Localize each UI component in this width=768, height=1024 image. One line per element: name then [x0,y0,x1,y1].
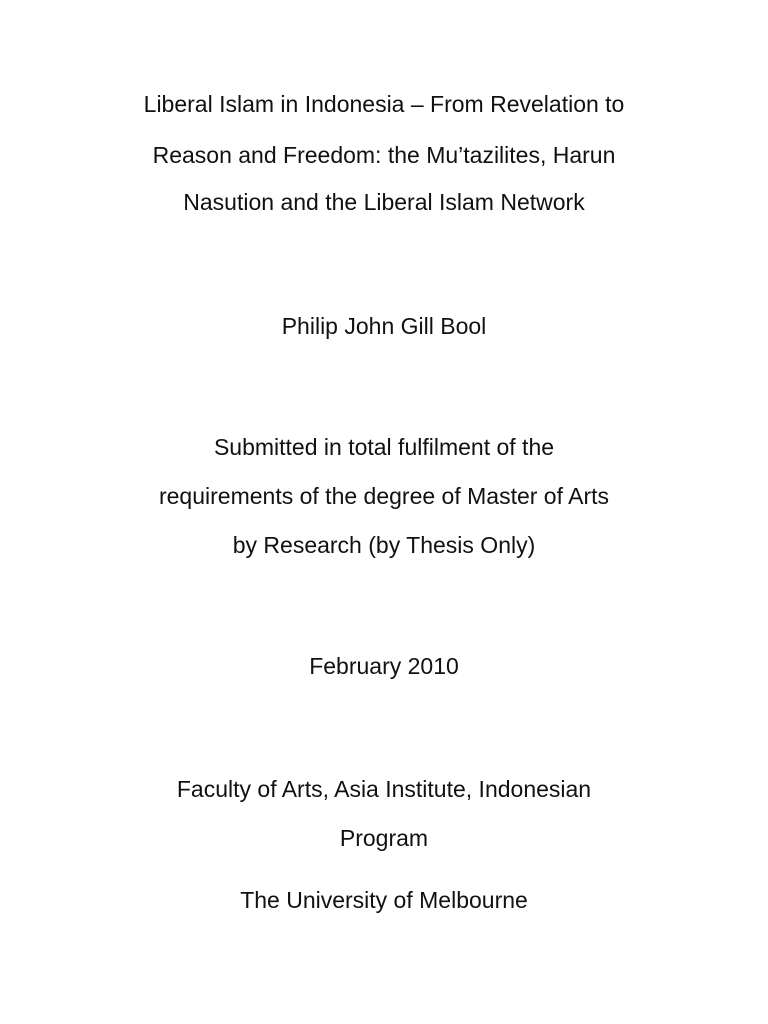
submission-statement-line-2: requirements of the degree of Master of Arts [158,483,609,509]
submission-statement-line-1: Submitted in total fulfilment of the [213,434,555,460]
thesis-title-line-3: Nasution and the Liberal Islam Network [183,189,585,215]
submission-statement-line-3: by Research (by Thesis Only) [232,532,536,558]
thesis-title-line-2: Reason and Freedom: the Mu’tazilites, Harun [152,142,616,168]
university-name: The University of Melbourne [240,887,528,913]
thesis-title-line-1: Liberal Islam in Indonesia – From Revelation to [143,91,625,117]
submission-date: February 2010 [309,653,459,679]
author-name: Philip John Gill Bool [281,313,487,339]
faculty-line-1: Faculty of Arts, Asia Institute, Indonesian [176,776,592,802]
faculty-line-2: Program [339,825,429,851]
